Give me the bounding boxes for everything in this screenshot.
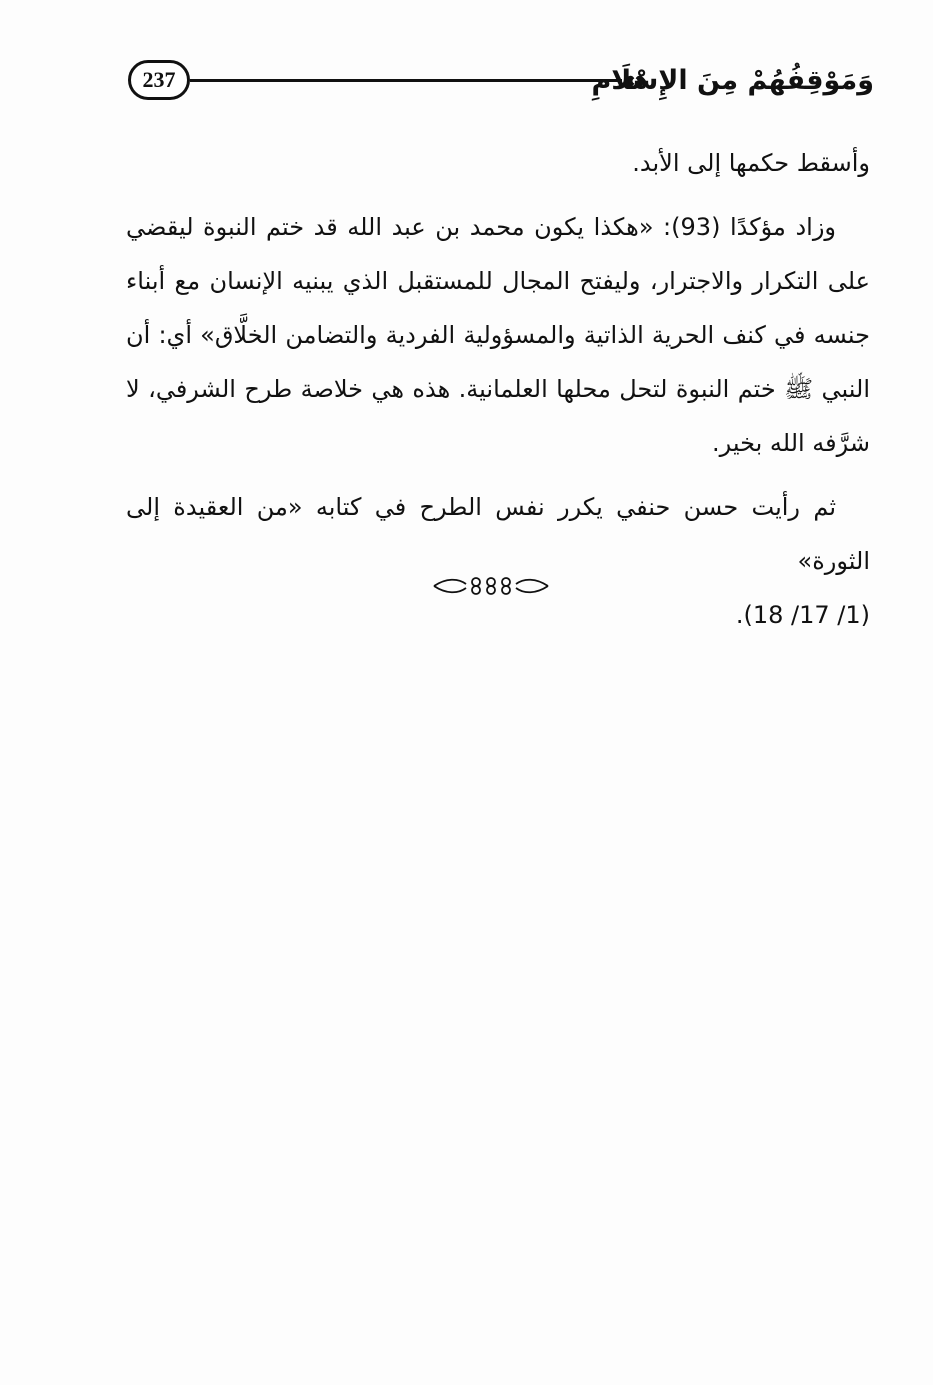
header-rule [190, 79, 622, 82]
decorative-divider-icon [432, 572, 550, 600]
body-text [126, 136, 870, 642]
paragraph-3-reference: (1/ 17/ 18). [735, 601, 870, 629]
book-title: وَمَوْقِفُهُمْ مِنَ الإِسْلَامِ [591, 65, 874, 96]
paragraph-3: ثم رأيت حسن حنفي يكرر نفس الطرح في كتابه «من العقيدة إلى الثورة» [126, 493, 870, 575]
page-number: 237 [128, 60, 190, 100]
page-header [122, 52, 874, 114]
paragraph-2: وزاد مؤكدًا (93): «هكذا يكون محمد بن عبد الله قد ختم النبوة ليقضي على التكرار والاجترار، وليفتح المجال للمستقبل الذي يبنيه الإنسان مع أبناء جنسه في كنف الحرية الذاتية والمسؤولية الفردية والتضامن الخلَّاق» أي: أن النبي ﷺ ختم النبوة لتحل محلها العلمانية. هذه هي خلاصة طرح الشرفي، لا شرَّفه الله بخير. [126, 213, 870, 457]
paragraph-1: وأسقط حكمها إلى الأبد. [632, 149, 870, 177]
